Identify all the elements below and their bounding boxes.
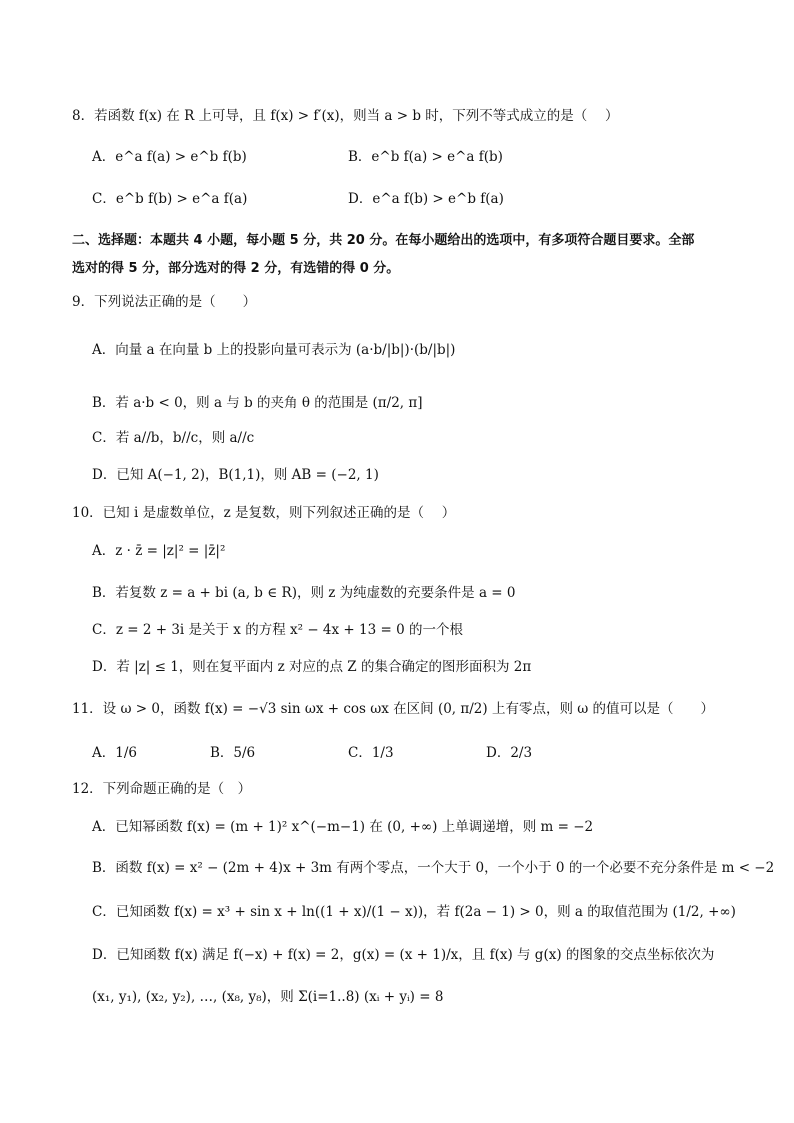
section2-line1: 二、选择题：本题共 4 小题，每小题 5 分，共 20 分。在每小题给出的选项中，有多项符合题目要求。全部 (72, 233, 695, 248)
q10-option-b: B．若复数 z = a + bi (a, b ∈ R)，则 z 为纯虚数的充要条件是 a = 0 (92, 585, 516, 601)
q9-option-d: D．已知 A(−1, 2)，B(1,1)，则 AB = (−2, 1) (92, 467, 379, 483)
q10-option-a: A．z · z̄ = |z|² = |z̄|² (92, 543, 226, 559)
q11-stem: 11．设 ω > 0，函数 f(x) = −√3 sin ωx + cos ωx 在区间 (0, π/2) 上有零点，则 ω 的值可以是（ ） (72, 701, 715, 717)
q12-option-d-line2: (x₁, y₁), (x₂, y₂), …, (x₈, y₈)，则 Σ(i=1..8) (xᵢ + yᵢ) = 8 (92, 989, 444, 1005)
q12-option-a: A．已知幂函数 f(x) = (m + 1)² x^(−m−1) 在 (0, +∞) 上单调递增，则 m = −2 (92, 819, 594, 835)
q12-stem: 12．下列命题正确的是（ ） (72, 781, 252, 797)
q11-option-d: D．2/3 (486, 745, 533, 761)
q12-option-d-line1: D．已知函数 f(x) 满足 f(−x) + f(x) = 2，g(x) = (x + 1)/x，且 f(x) 与 g(x) 的图象的交点坐标依次为 (92, 947, 715, 963)
section2-line2: 选对的得 5 分，部分选对的得 2 分，有选错的得 0 分。 (72, 261, 400, 276)
q9-option-c: C．若 a//b，b//c，则 a//c (92, 430, 255, 446)
q11-option-a: A．1/6 (92, 745, 137, 761)
q9-option-a: A．向量 a 在向量 b 上的投影向量可表示为 (a·b/|b|)·(b/|b|) (92, 342, 456, 358)
q9-stem: 9．下列说法正确的是（ ） (72, 294, 257, 310)
q8-option-b: B．e^b f(a) > e^a f(b) (348, 149, 503, 165)
q11-option-c: C．1/3 (348, 745, 394, 761)
q8-option-c: C．e^b f(b) > e^a f(a) (92, 191, 248, 207)
q12-option-b: B．函数 f(x) = x² − (2m + 4)x + 3m 有两个零点，一个大于 0，一个小于 0 的一个必要不充分条件是 m < −2 (92, 860, 775, 876)
q10-option-c: C．z = 2 + 3i 是关于 x 的方程 x² − 4x + 13 = 0 的一个根 (92, 622, 463, 638)
q12-option-c: C．已知函数 f(x) = x³ + sin x + ln((1 + x)/(1 − x))，若 f(2a − 1) > 0，则 a 的取值范围为 (1/2, +∞) (92, 904, 736, 920)
q9-option-b: B．若 a·b < 0，则 a 与 b 的夹角 θ 的范围是 (π/2, π] (92, 395, 423, 411)
q8-option-d: D．e^a f(b) > e^b f(a) (348, 191, 504, 207)
q8-option-a: A．e^a f(a) > e^b f(b) (92, 149, 247, 165)
q10-option-d: D．若 |z| ≤ 1，则在复平面内 z 对应的点 Z 的集合确定的图形面积为 2π (92, 659, 532, 675)
q8-stem: 8．若函数 f(x) 在 R 上可导，且 f(x) > f′(x)，则当 a > b 时，下列不等式成立的是（ ） (72, 108, 619, 124)
q11-option-b: B．5/6 (210, 745, 256, 761)
q10-stem: 10．已知 i 是虚数单位，z 是复数，则下列叙述正确的是（ ） (72, 505, 456, 521)
